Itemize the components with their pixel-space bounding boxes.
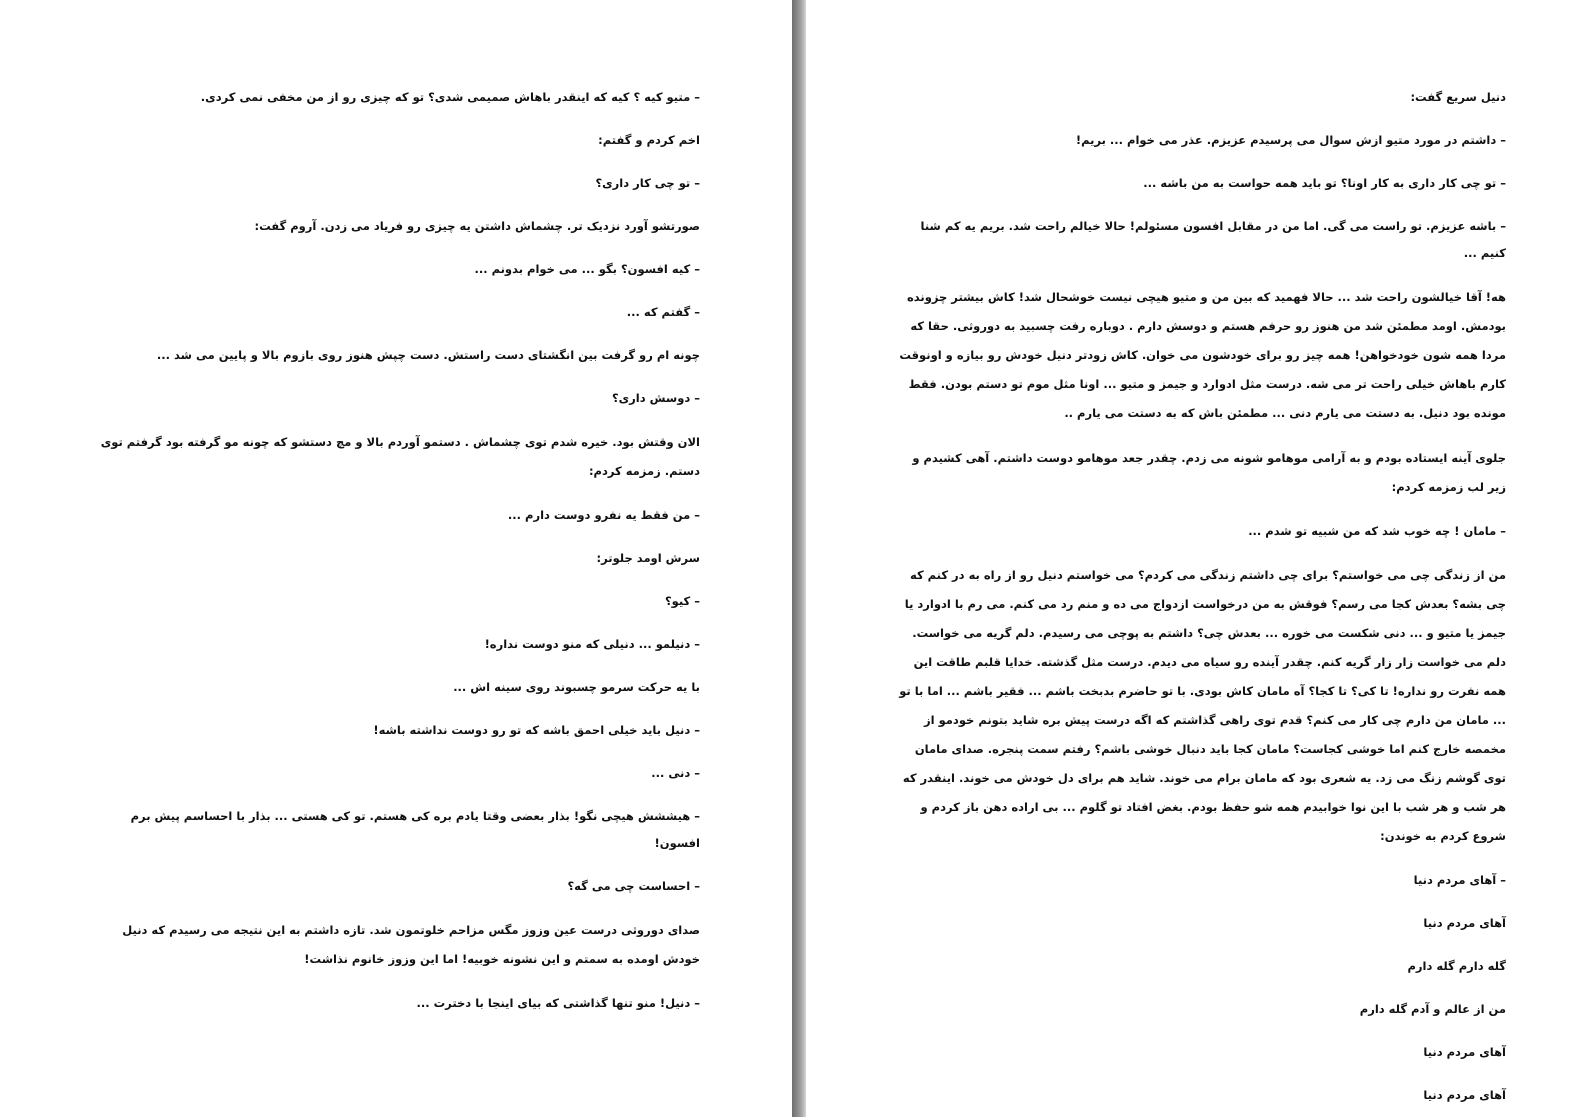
paragraph: سرش اومد جلوتر: <box>596 551 700 565</box>
paragraph: – مامان ! چه خوب شد که من شبیه تو شدم ... <box>1248 524 1506 538</box>
paragraph: – گفتم که ... <box>626 305 700 319</box>
poem-line: آهای مردم دنیا <box>1423 916 1506 930</box>
paragraph: – دنیلمو ... دنیلی که منو دوست نداره! <box>484 637 700 651</box>
paragraph: جلوی آینه ایستاده بودم و به آرامی موهامو شونه می زدم. چقدر جعد موهامو دوست داشتم. آهی کشیدم و زیر لب زمزمه کردم: <box>912 451 1506 494</box>
poem-line: گله دارم گله دارم <box>1407 959 1506 973</box>
paragraph: – تو چی کار داری به کار اونا؟ تو باید همه حواست به من باشه ... <box>1143 176 1506 190</box>
paragraph: – کیو؟ <box>664 594 700 608</box>
paragraph: – داشتم در مورد متیو ازش سوال می پرسیدم عزیزم. عذر می خوام ... بریم! <box>1075 133 1506 147</box>
page-gutter <box>792 0 806 1117</box>
paragraph: اخم کردم و گفتم: <box>598 133 700 147</box>
paragraph: الان وقتش بود. خیره شدم توی چشماش . دستمو آوردم بالا و مچ دستشو که چونه مو گرفته بود گرفتم توی دستم. زمزمه کردم: <box>100 435 700 478</box>
right-page-text <box>896 84 1506 1117</box>
paragraph: چونه ام رو گرفت بین انگشتای دست راستش. دست چپش هنوز روی بازوم بالا و پایین می شد ... <box>156 348 700 362</box>
poem-line: من از عالم و آدم گله دارم <box>1359 1002 1506 1016</box>
paragraph: – من فقط یه نفرو دوست دارم ... <box>507 508 700 522</box>
left-page-text <box>100 84 700 1033</box>
poem-line: آهای مردم دنیا <box>1423 1088 1506 1102</box>
paragraph: هه! آقا خیالشون راحت شد ... حالا فهمید که بین من و متیو هیچی نیست خوشحال شد! کاش بیشتر چزونده بودمش. اومد مطمئن شد من هنوز رو حرفم هستم و دوسش دارم . دوباره رفت چسبید به دوروثی. حقا که مردا همه شون خودخواهن! همه چیز رو برای خودشون می خوان. کاش زودتر دنیل خودش رو بیازه و اونوقت کارم باهاش خیلی راحت تر می شه. درست مثل ادوارد و جیمز و متیو ... اونا مثل موم تو دستم بودن. فقط مونده بود دنیل. به دستت می یارم دنی ... مطمئن باش که به دستت می یارم .. <box>899 290 1506 420</box>
paragraph: دنیل سریع گفت: <box>1410 90 1506 104</box>
paragraph: – دنیل باید خیلی احمق باشه که تو رو دوست نداشته باشه! <box>373 723 700 737</box>
poem-line: – آهای مردم دنیا <box>1413 873 1506 887</box>
paragraph: صورتشو آورد نزدیک تر. چشماش داشتن یه چیزی رو فریاد می زدن. آروم گفت: <box>254 219 700 233</box>
paragraph: صدای دوروثی درست عین وزوز مگس مزاحم خلوتمون شد. تازه داشتم به این نتیجه می رسیدم که دنیل خودش اومده به سمتم و این نشونه خوبیه! اما این وزوز خانوم نذاشت! <box>122 923 700 966</box>
paragraph: با یه حرکت سرمو چسبوند روی سینه اش ... <box>453 680 700 694</box>
paragraph: – احساست چی می گه؟ <box>567 879 700 893</box>
paragraph: – تو چی کار داری؟ <box>595 176 700 190</box>
paragraph: – هیششش هیچی نگو! بذار بعضی وقتا یادم بره کی هستم. تو کی هستی ... بذار با احساسم پیش برم افسون! <box>130 809 700 850</box>
paragraph: – متیو کیه ؟ کیه که اینقدر باهاش صمیمی شدی؟ تو که چیزی رو از من مخفی نمی کردی. <box>200 90 700 104</box>
paragraph: – دنیل! منو تنها گذاشتی که بیای اینجا با دخترت ... <box>416 996 700 1010</box>
paragraph: – دنی ... <box>651 766 700 780</box>
paragraph: – باشه عزیزم. تو راست می گی. اما من در مقابل افسون مسئولم! حالا خیالم راحت شد. بریم یه کم شنا کنیم ... <box>920 219 1506 260</box>
paragraph: من از زندگی چی می خواستم؟ برای چی داشتم زندگی می کردم؟ می خواستم دنیل رو از راه به در کنم که چی بشه؟ بعدش کجا می رسم؟ فوقش به من درخواست ازدواج می ده و منم رد می کنم. می رم با ادوارد یا جیمز یا متیو و ... دنی شکست می خوره ... بعدش چی؟ داشتم به پوچی می رسیدم. دلم گریه می خواست. دلم می خواست زار زار گریه کنم. چقدر آینده رو سیاه می دیدم. درست مثل گذشته. خدایا قلبم طاقت این همه نفرت رو نداره! تا کی؟ تا کجا؟ آه مامان کاش بودی. با تو حاضرم بدبخت باشم ... فقیر باشم ... اما با تو ... مامان من دارم چی کار می کنم؟ قدم توی راهی گذاشتم که اگه درست پیش بره شاید بتونم خودمو از مخمصه خارج کنم اما خوشی کجاست؟ مامان کجا باید دنبال خوشی باشم؟ رفتم سمت پنجره. صدای مامان توی گوشم زنگ می زد. یه شعری بود که مامان برام می خوند. شاید هم برای دل خودش می خوند. اینقدر که هر شب و هر شب با این نوا خوابیدم همه شو حفظ بودم. بغض افتاد تو گلوم ... بی اراده دهن باز کردم و شروع کردم به خوندن: <box>899 568 1506 843</box>
poem-line: آهای مردم دنیا <box>1423 1045 1506 1059</box>
paragraph: – دوسش داری؟ <box>611 391 700 405</box>
left-page <box>0 0 792 1117</box>
paragraph: – کیه افسون؟ بگو ... می خوام بدونم ... <box>474 262 700 276</box>
right-page <box>806 0 1596 1117</box>
